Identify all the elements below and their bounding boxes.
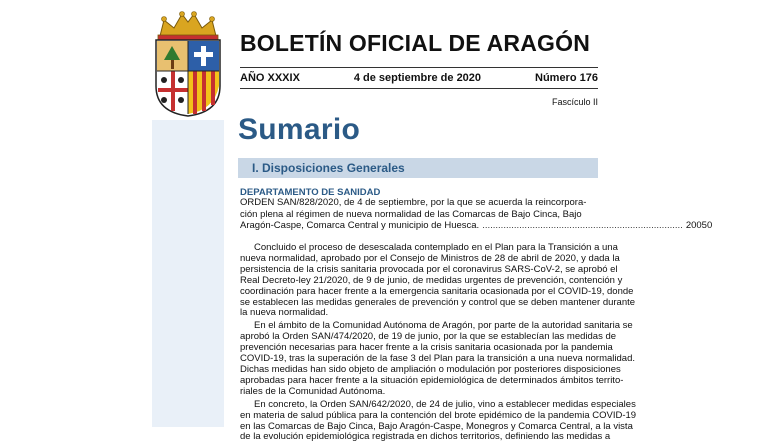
section-title: I. Disposiciones Generales [252,161,405,175]
section-banner [238,158,598,178]
entry-page-number: 20050 [685,220,713,231]
body-line: de la evolución epidemiológica registrada en dichos territorios, definiendo las medidas a [240,431,611,443]
body-line: Concluido el proceso de desescalada contemplado en el Plan para la Transición a una [254,242,618,253]
body-line: prevención necesarias para hacer frente a la crisis sanitaria ocasionada por la pandemia [240,342,613,354]
entry-leader-dots: ............................................................................ [482,220,683,231]
body-paragraph [240,320,636,397]
body-line: se establecen las medidas generales de prevención y control que se deben mantener durante [240,296,636,308]
entry-last-line [240,220,713,232]
bulletin-title: BOLETÍN OFICIAL DE ARAGÓN [240,30,590,56]
left-margin-band [152,120,224,427]
body-line: la nueva normalidad. [240,307,329,319]
issue-date: 4 de septiembre de 2020 [353,72,482,84]
body-line: en las Comarcas de Bajo Cinca, Bajo Aragón-Caspe, Monegros y Comarca Central, a la vista [240,420,633,432]
aragon-coat-of-arms-icon [152,10,224,118]
order-body-text [240,242,637,445]
entry-line: Aragón-Caspe, Comarca Central y municipio de Huesca. [240,220,480,231]
body-line: aprobó la Orden SAN/474/2020, de 19 de junio, por la que se establecían las medidas de [240,331,617,343]
body-line: aprobadas para hacer frente a la situación epidemiológica de determinados ámbitos territo- [240,374,624,386]
entry-line: ORDEN SAN/828/2020, de 4 de septiembre, por la que se acuerda la reincorpora- [240,197,587,208]
body-line: persistencia de la crisis sanitaria provocada por el coronavirus SARS-CoV-2, se aprobó el [240,263,618,275]
body-line: COVID-19, tras la superación de la fase 3 del Plan para la transición a una nueva normalidad. [240,353,636,365]
body-line: coordinación para hacer frente a la emergencia sanitaria ocasionada por el COVID-19, donde [240,285,634,297]
body-line: en materia de salud pública para la contención del brote epidémico de la pandemia COVID-19 [240,409,637,421]
body-line: Dichas medidas han sido objeto de ampliación o modulación por posteriores disposiciones [240,363,621,375]
issue-info-bar [240,67,598,89]
body-line: Real Decreto-ley 21/2020, de 9 de junio, de medidas urgentes de prevención, contención y [240,274,623,286]
summary-heading: Sumario [238,113,361,146]
body-line: En concreto, la Orden SAN/642/2020, de 24 de julio, vino a establecer medidas especiales [254,398,636,410]
body-line: En el ámbito de la Comunidad Autónoma de Aragón, por parte de la autoridad sanitaria se [254,320,633,332]
issue-year: AÑO XXXIX [240,72,300,84]
fascicle-label: Fascículo II [551,97,598,107]
department-heading: DEPARTAMENTO DE SANIDAD [240,187,381,198]
issue-number: Número 176 [535,72,598,84]
body-paragraph [240,398,637,444]
body-paragraph [240,242,636,319]
body-line: nueva normalidad, aprobado por el Consejo de Ministros de 28 de abril de 2020, y dada la [240,252,620,264]
entry-line: ción plena al régimen de nueva normalidad de las Comarcas de Bajo Cinca, Bajo [240,208,582,220]
summary-entry[interactable] [240,197,713,232]
body-line: riales de la Comunidad Autónoma. [240,385,386,397]
